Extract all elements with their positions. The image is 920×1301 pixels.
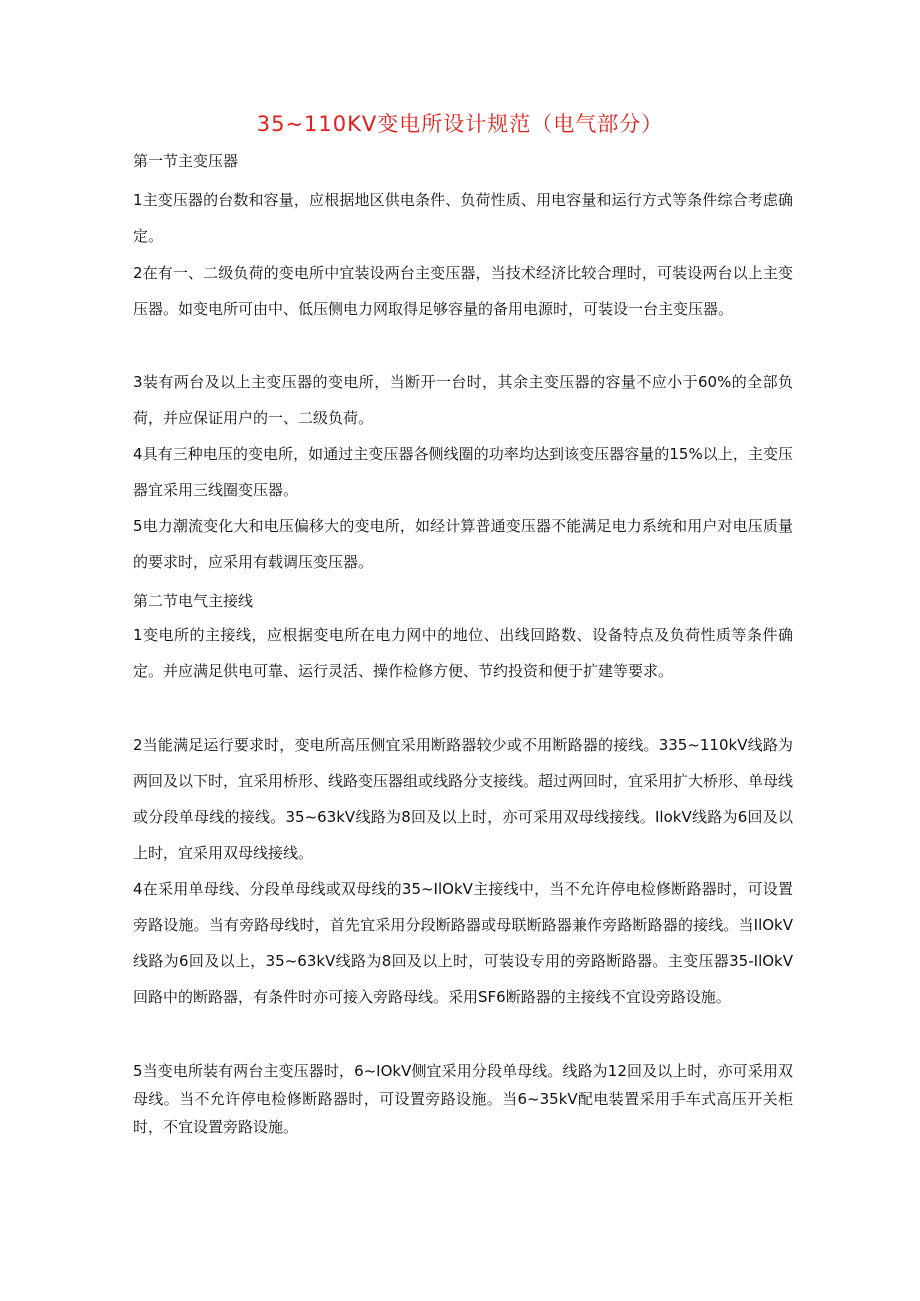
section-heading-main-wiring: 第二节电气主接线 (133, 592, 254, 610)
paragraph: 1主变压器的台数和容量，应根据地区供电条件、负荷性质、用电容量和运行方式等条件综合考虑确定。 (133, 191, 793, 245)
section-heading-main-transformer: 第一节主变压器 (133, 152, 239, 170)
paragraph: 2在有一、二级负荷的变电所中宜装设两台主变压器，当技术经济比较合理时，可装设两台以上主变压器。如变电所可由中、低压侧电力网取得足够容量的备用电源时，可装设一台主变压器。 (133, 264, 793, 318)
paragraph: 2当能满足运行要求时，变电所高压侧宜采用断路器较少或不用断路器的接线。335~110kV线路为两回及以下时，宜采用桥形、线路变压器组或线路分支接线。超过两回时，宜采用扩大桥形、单母线或分段单母线的接线。35~63kV线路为8回及以上时，亦可采用双母线接线。IlokV线路为6回及以上时，宜采用双母线接线。 (133, 736, 794, 862)
paragraph: 3装有两台及以上主变压器的变电所，当断开一台时，其余主变压器的容量不应小于60%的全部负荷，并应保证用户的一、二级负荷。 (133, 373, 793, 427)
paragraph: 4在采用单母线、分段单母线或双母线的35~IlOkV主接线中，当不允许停电检修断路器时，可设置旁路设施。当有旁路母线时，首先宜采用分段断路器或母联断路器兼作旁路断路器的接线。当IlOkV线路为6回及以上，35~63kV线路为8回及以上时，可装设专用的旁路断路器。主变压器35-IlOkV回路中的断路器，有条件时亦可接入旁路母线。采用SF6断路器的主接线不宜设旁路设施。 (133, 880, 793, 1006)
paragraph: 5电力潮流变化大和电压偏移大的变电所，如经计算普通变压器不能满足电力系统和用户对电压质量的要求时，应采用有载调压变压器。 (133, 517, 793, 571)
document-title: 35~110KV变电所设计规范（电气部分） (256, 112, 664, 136)
paragraph: 4具有三种电压的变电所，如通过主变压器各侧线圈的功率均达到该变压器容量的15%以上，主变压器宜采用三线圈变压器。 (133, 445, 793, 499)
paragraph: 1变电所的主接线，应根据变电所在电力网中的地位、出线回路数、设备特点及负荷性质等条件确定。并应满足供电可靠、运行灵活、操作检修方便、节约投资和便于扩建等要求。 (133, 626, 793, 680)
paragraph: 5当变电所装有两台主变压器时，6~IOkV侧宜采用分段单母线。线路为12回及以上时，亦可采用双母线。当不允许停电检修断路器时，可设置旁路设施。当6~35kV配电装置采用手车式高压开关柜时，不宜设置旁路设施。 (133, 1062, 793, 1136)
